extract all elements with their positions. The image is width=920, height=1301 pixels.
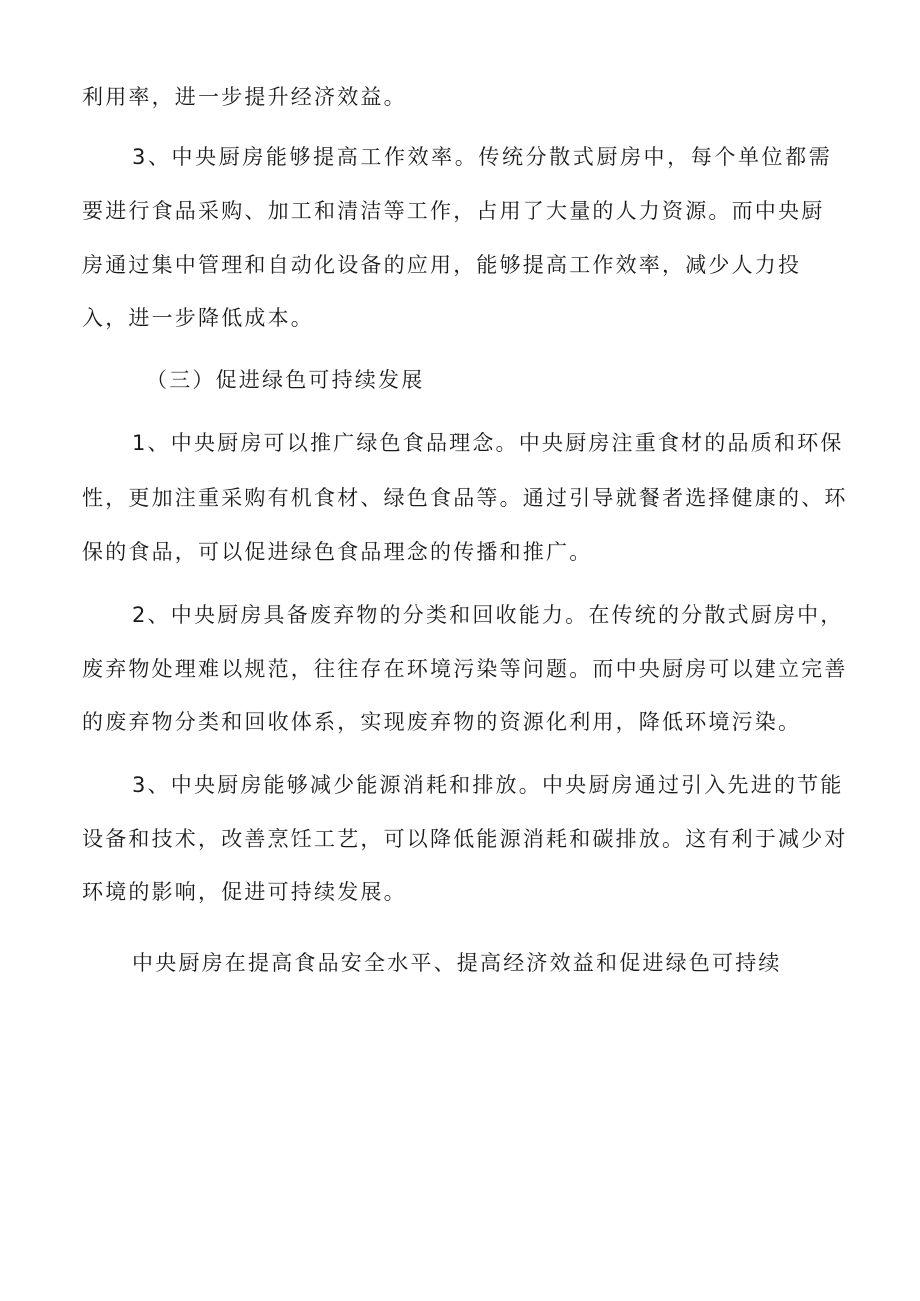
- text-line: 保的食品，可以促进绿色食品理念的传播和推广。: [82, 540, 593, 564]
- text-line: 入，进一步降低成本。: [82, 306, 314, 330]
- text-line: 利用率，进一步提升经济效益。: [82, 85, 407, 109]
- text-line: 房通过集中管理和自动化设备的应用，能够提高工作效率，减少人力投: [82, 253, 802, 277]
- text-line: 2、中央厨房具备废弃物的分类和回收能力。在传统的分散式厨房中，: [132, 603, 844, 627]
- text-line: 废弃物处理难以规范，往往存在环境污染等问题。而中央厨房可以建立完善: [82, 657, 848, 681]
- text-line: 设备和技术，改善烹饪工艺，可以降低能源消耗和碳排放。这有利于减少对: [82, 827, 848, 851]
- text-line: 性，更加注重采购有机食材、绿色食品等。通过引导就餐者选择健康的、环: [82, 486, 848, 510]
- section-heading: （三）促进绿色可持续发展: [146, 368, 425, 392]
- text-line: 的废弃物分类和回收体系，实现废弃物的资源化利用，降低环境污染。: [82, 710, 802, 734]
- text-line: 1、中央厨房可以推广绿色食品理念。中央厨房注重食材的品质和环保: [132, 431, 844, 455]
- text-line: 要进行食品采购、加工和清洁等工作，占用了大量的人力资源。而中央厨: [82, 199, 825, 223]
- text-line: 中央厨房在提高食品安全水平、提高经济效益和促进绿色可持续: [132, 951, 782, 975]
- text-line: 环境的影响，促进可持续发展。: [82, 880, 407, 904]
- text-line: 3、中央厨房能够减少能源消耗和排放。中央厨房通过引入先进的节能: [132, 773, 844, 797]
- text-line: 3、中央厨房能够提高工作效率。传统分散式厨房中，每个单位都需: [132, 145, 833, 169]
